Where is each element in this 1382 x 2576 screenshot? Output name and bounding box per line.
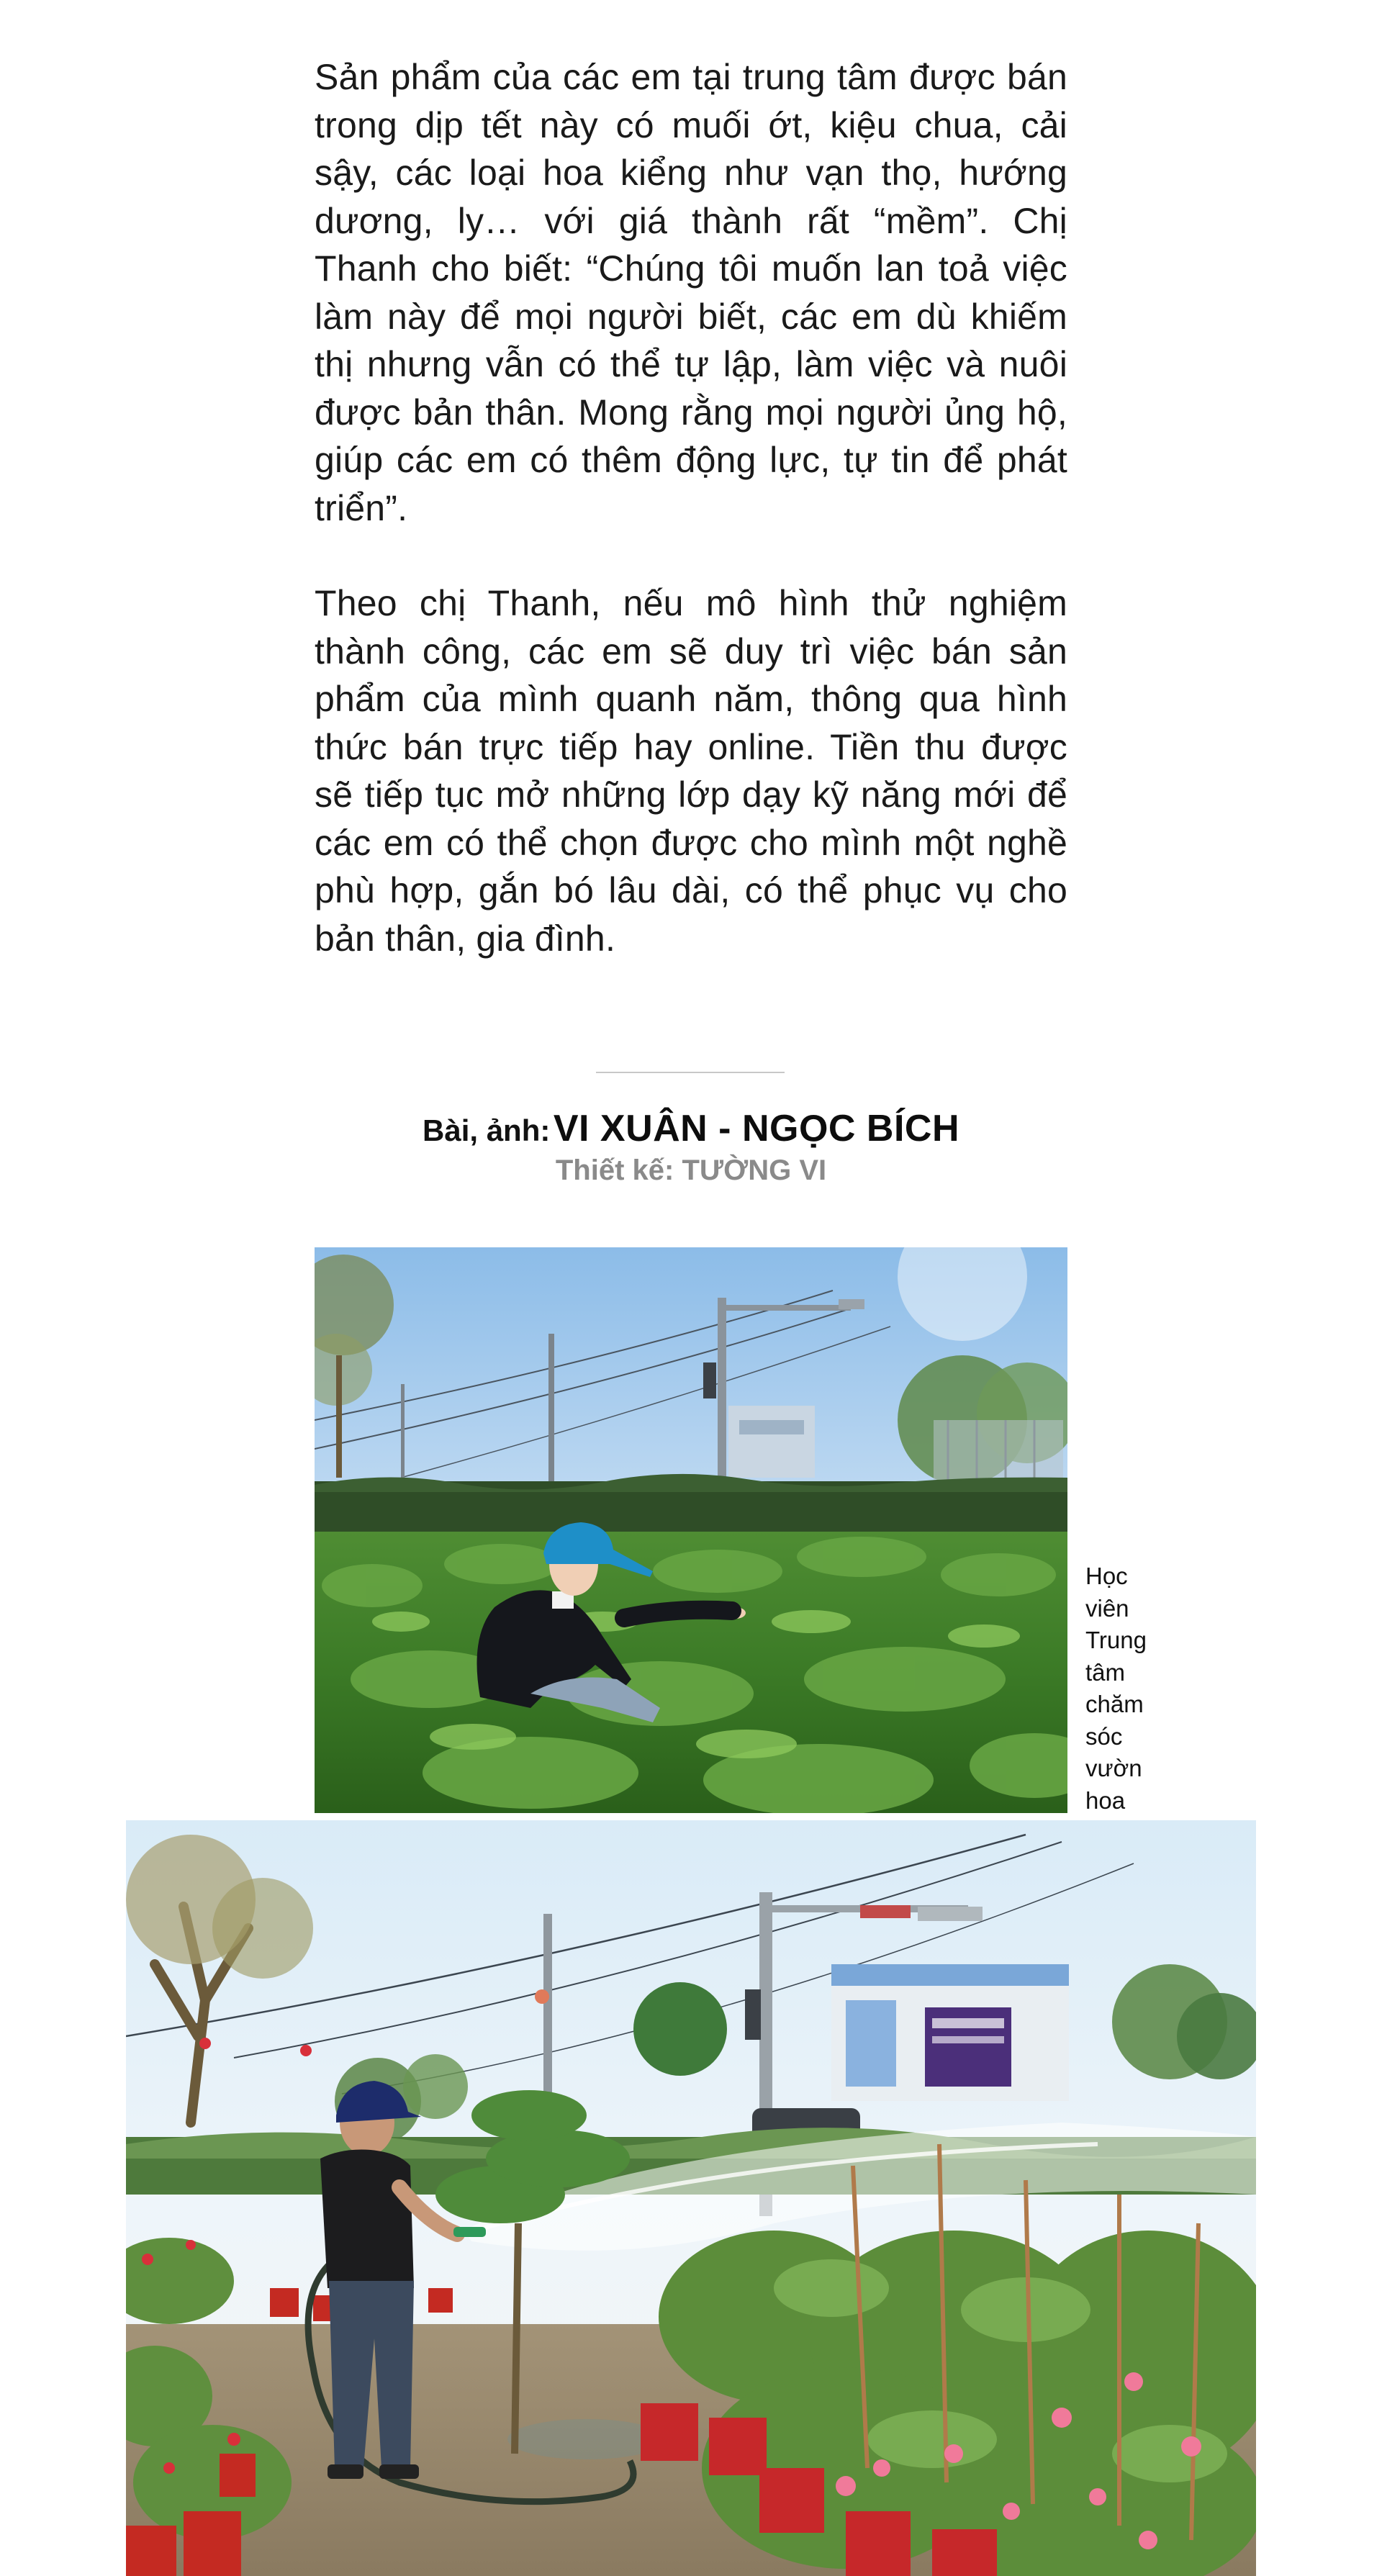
photo-student-garden [315, 1247, 1067, 1813]
design-credit: Thiết kế: TƯỜNG VI [555, 1154, 827, 1186]
byline-prefix: Bài, ảnh: [423, 1113, 551, 1147]
byline-authors: VI XUÂN - NGỌC BÍCH [553, 1108, 959, 1149]
watering-photo-illustration [126, 1820, 1256, 2576]
photo-man-watering [126, 1820, 1256, 2576]
article-paragraph-2: Theo chị Thanh, nếu mô hình thử nghiệm thành công, các em sẽ duy trì việc bán sản phẩm của mình quanh năm, thông qua hình thức bán trực tiếp hay online. Tiền thu được sẽ tiếp tục mở những lớp dạy kỹ năng mới để các em có thể chọn được cho mình một nghề phù hợp, gắn bó lâu dài, có thể phục vụ cho bản thân, gia đình. [315, 583, 1067, 959]
section-divider [596, 1072, 785, 1073]
photo-caption: Học viên Trung tâm chăm sóc vườn hoa [1085, 1563, 1147, 1814]
garden-photo-illustration [315, 1247, 1067, 1813]
byline [0, 1107, 1382, 1150]
article-paragraph-1: Sản phẩm của các em tại trung tâm được bán trong dịp tết này có muối ớt, kiệu chua, cải sậy, các loại hoa kiểng như vạn thọ, hướng dương, ly… với giá thành rất “mềm”. Chị Thanh cho biết: “Chúng tôi muốn lan toả việc làm này để mọi người biết, các em dù khiếm thị nhưng vẫn có thể tự lập, làm việc và nuôi được bản thân. Mong rằng mọi người ủng hộ, giúp các em có thêm động lực, tự tin để phát triển”. [315, 57, 1067, 528]
